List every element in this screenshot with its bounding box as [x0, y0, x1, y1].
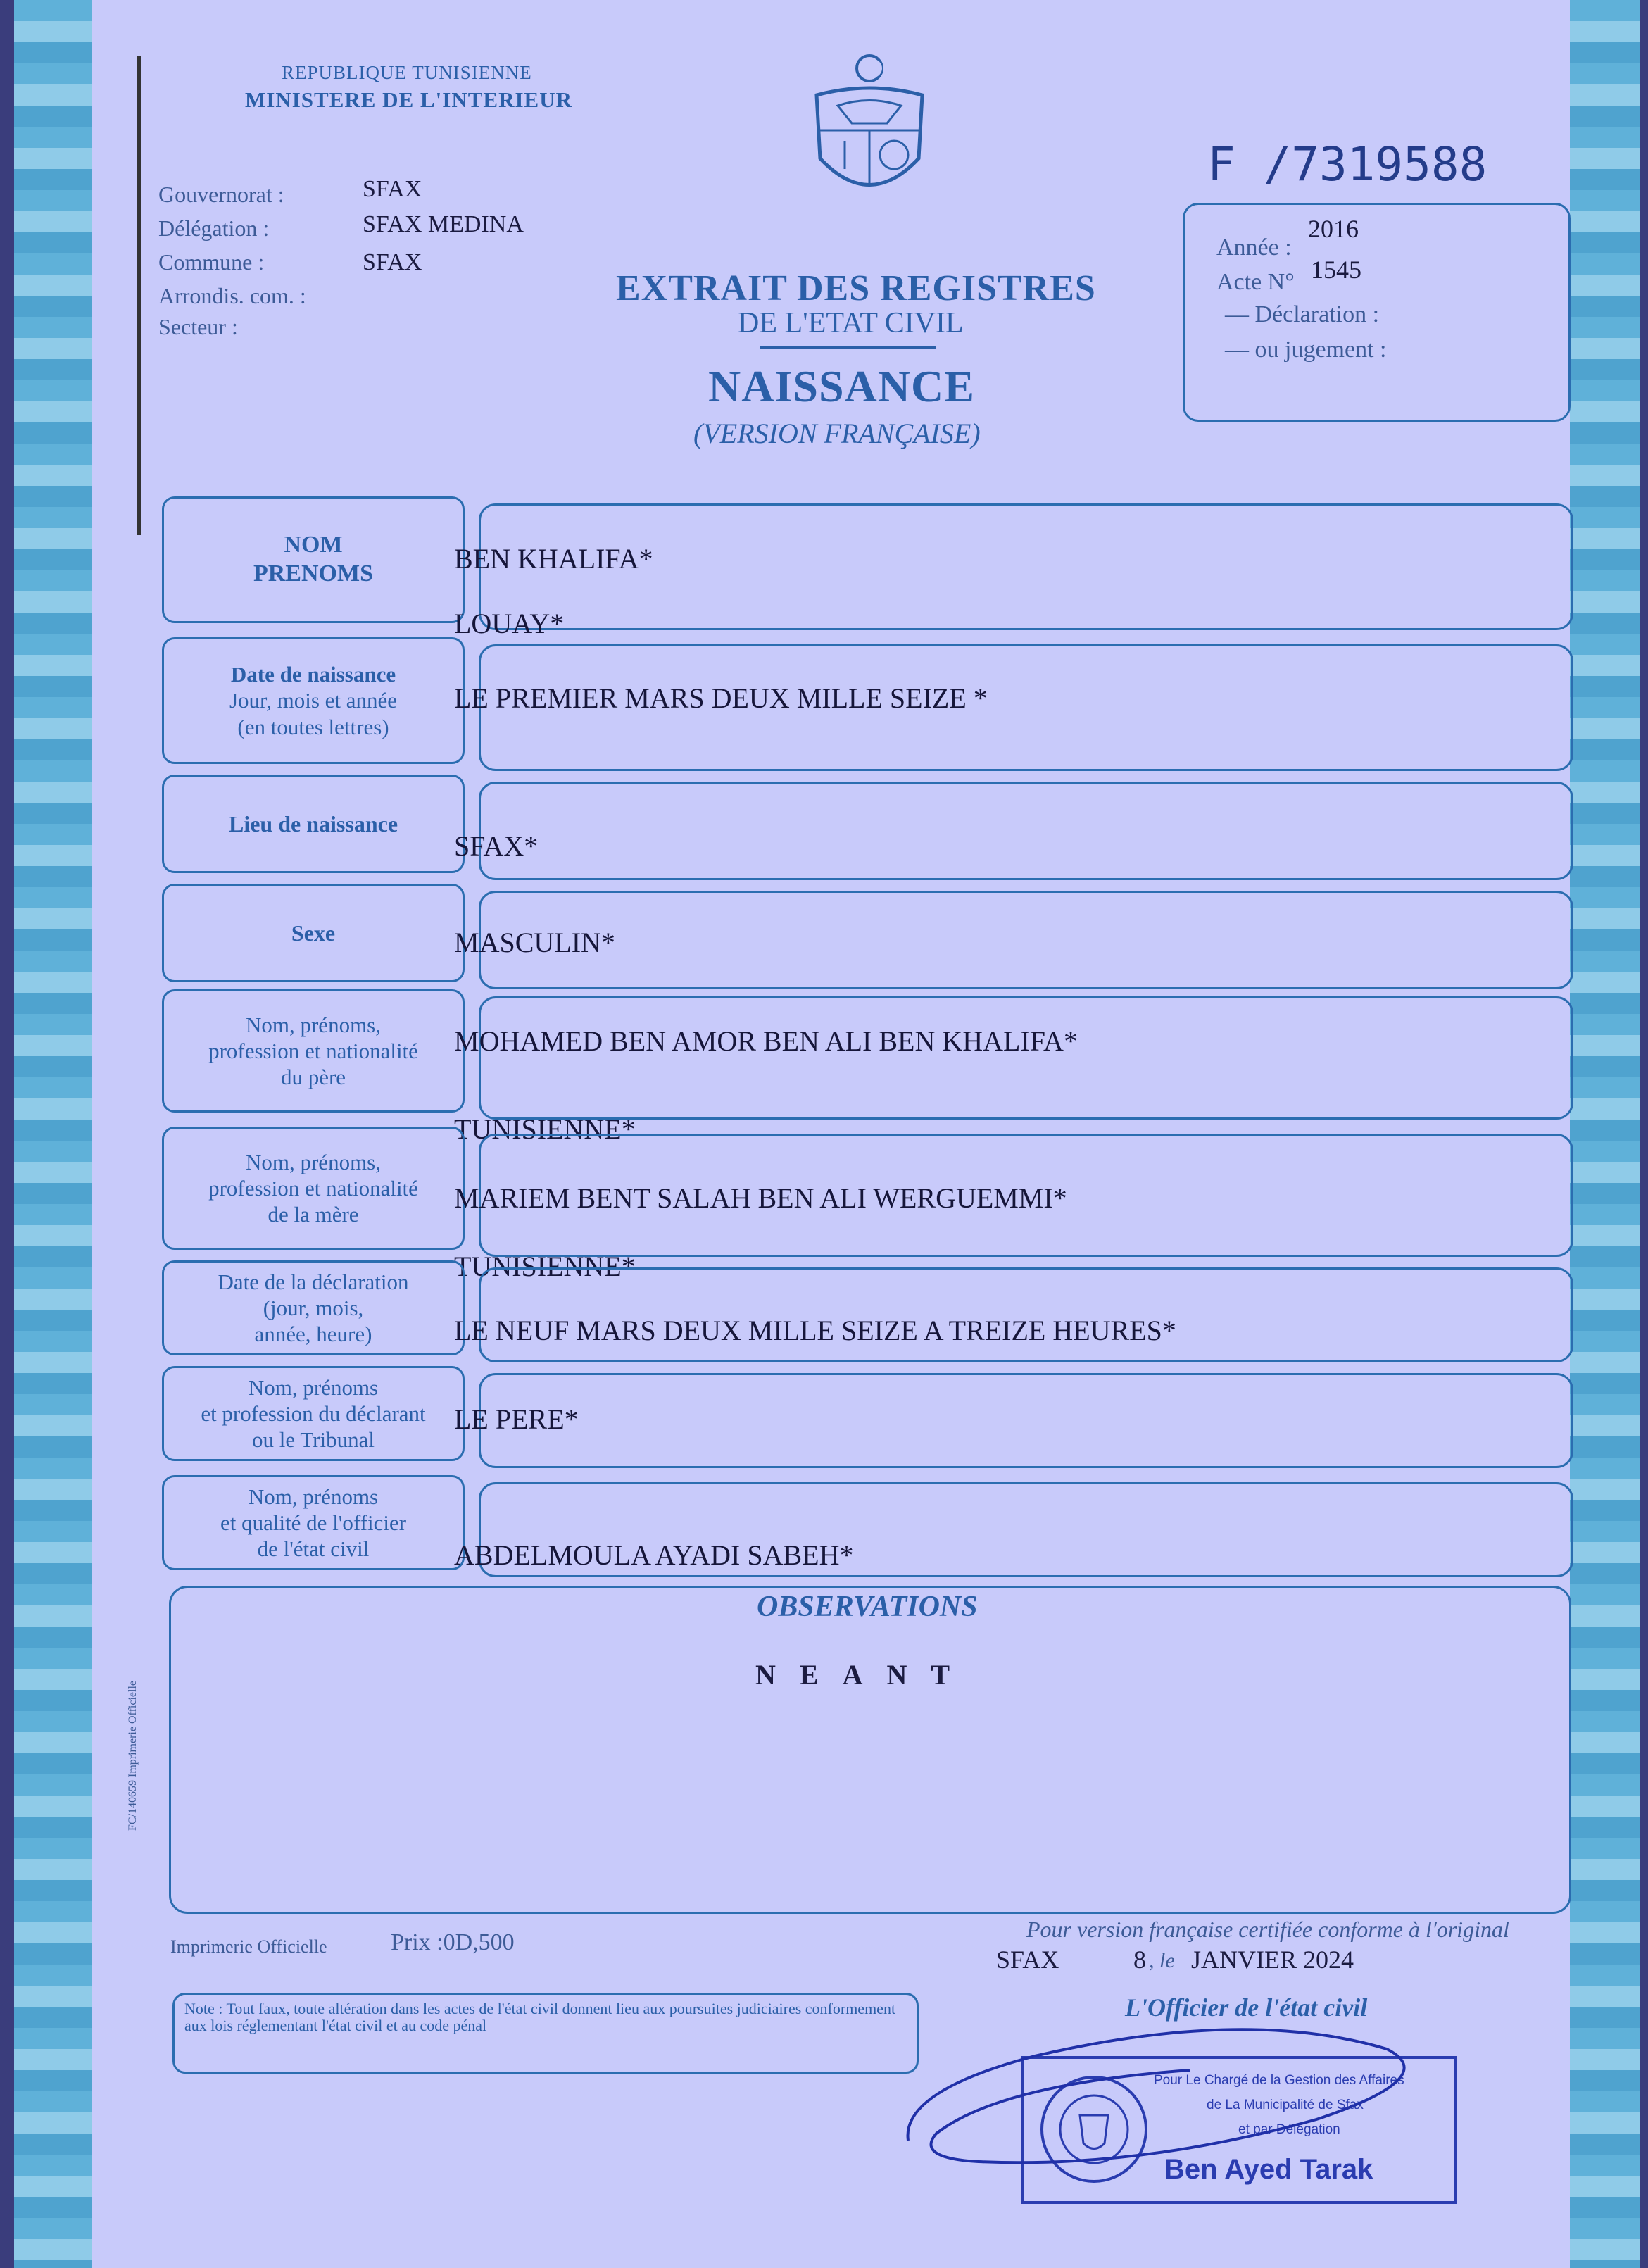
issue-city: SFAX [996, 1946, 1059, 1974]
sexe-value-box [479, 891, 1573, 989]
header-divider [137, 56, 141, 535]
declarant-label-line3: ou le Tribunal [252, 1427, 375, 1453]
document-title-etat-civil: DE L'ETAT CIVIL [738, 307, 964, 339]
legal-note [172, 1993, 919, 2074]
declaration-label-line3: année, heure) [254, 1322, 372, 1347]
stamp-line-1: Pour Le Chargé de la Gestion des Affaires [1154, 2073, 1404, 2088]
sexe-value: MASCULIN* [454, 927, 615, 958]
officier-label-box [162, 1475, 465, 1570]
officier-label-line3: de l'état civil [257, 1536, 370, 1562]
pere-label-box [162, 989, 465, 1113]
mere-value: MARIEM BENT SALAH BEN ALI WERGUEMMI* [454, 1182, 1067, 1214]
declarant-label-line2: et profession du déclarant [201, 1401, 426, 1426]
nom-label: NOM [284, 532, 343, 558]
nom-value: BEN KHALIFA* [454, 543, 653, 575]
gouvernorat-label: Gouvernorat : [158, 182, 284, 207]
observations-title: OBSERVATIONS [757, 1591, 978, 1623]
declaration-label-line1: Date de la déclaration [218, 1269, 409, 1294]
date-naissance-label: Date de naissance [230, 662, 396, 687]
officier-label-line1: Nom, prénoms [248, 1484, 379, 1509]
declaration-value: LE NEUF MARS DEUX MILLE SEIZE A TREIZE HEURES* [454, 1315, 1176, 1346]
document-title-version: (VERSION FRANÇAISE) [693, 418, 981, 449]
secteur-label: Secteur : [158, 314, 238, 339]
prenoms-label: PRENOMS [253, 560, 373, 587]
republic-label: REPUBLIQUE TUNISIENNE [282, 62, 532, 83]
pere-nationalite-value: TUNISIENNE* [454, 1113, 636, 1145]
declarant-label-box [162, 1366, 465, 1461]
issue-day: 8 [1133, 1946, 1146, 1974]
pere-value: MOHAMED BEN AMOR BEN ALI BEN KHALIFA* [454, 1025, 1078, 1057]
pere-label-line3: du père [280, 1065, 346, 1090]
field-row-officier [162, 1475, 1573, 1570]
declarant-label-line1: Nom, prénoms [248, 1374, 379, 1400]
imprimerie-label: Imprimerie Officielle [170, 1936, 327, 1957]
date-naissance-label-box [162, 637, 465, 764]
lieu-naissance-label-box [162, 775, 465, 873]
mere-nationalite-value: TUNISIENNE* [454, 1251, 636, 1282]
printer-reference: FC/140659 Imprimerie Officielle [127, 1681, 139, 1831]
stamp-officer-name: Ben Ayed Tarak [1164, 2154, 1373, 2185]
document-serial-number: F /7319588 [1207, 137, 1487, 192]
annee-value: 2016 [1308, 215, 1359, 243]
mere-label-line2: profession et nationalité [208, 1175, 418, 1201]
declarant-value-box [479, 1373, 1573, 1468]
sexe-label-box [162, 884, 465, 982]
legal-note-text: Note : Tout faux, toute altération dans les actes de l'état civil donnent lieu aux poursuites judiciaires conformement aux lois réglementant l'état civil et au code pénal [184, 2000, 896, 2035]
observations-value: NEANT [755, 1659, 974, 1691]
field-row-declarant [162, 1366, 1573, 1461]
pere-value-box [479, 996, 1573, 1120]
date-naissance-note: (en toutes lettres) [237, 714, 389, 739]
issue-le-label: , le [1149, 1949, 1175, 1972]
pere-label-line2: profession et nationalité [208, 1038, 418, 1063]
declaration-label: — Déclaration : [1225, 301, 1380, 327]
declarant-value: LE PERE* [454, 1403, 579, 1435]
prenoms-value: LOUAY* [454, 608, 565, 639]
sexe-label: Sexe [291, 920, 336, 946]
date-naissance-sublabel: Jour, mois et année [229, 688, 398, 713]
delegation-value: SFAX MEDINA [363, 211, 524, 237]
stamp-line-2: de La Municipalité de Sfax [1207, 2098, 1364, 2112]
handwritten-signature [894, 2000, 1457, 2176]
officier-value: ABDELMOULA AYADI SABEH* [454, 1539, 854, 1571]
pere-label-line1: Nom, prénoms, [245, 1012, 381, 1037]
stamp-line-3: et par Délégation [1238, 2122, 1340, 2137]
date-naissance-value: LE PREMIER MARS DEUX MILLE SEIZE * [454, 682, 988, 714]
tunisia-coat-of-arms-icon [803, 53, 936, 211]
ministry-label: MINISTERE DE L'INTERIEUR [245, 87, 572, 112]
field-row-nom [162, 496, 1573, 623]
lieu-naissance-value: SFAX* [454, 830, 539, 862]
commune-value: SFAX [363, 249, 422, 275]
arrondissement-label: Arrondis. com. : [158, 283, 306, 308]
acte-label: Acte N° [1216, 269, 1295, 295]
mere-label-line1: Nom, prénoms, [245, 1149, 381, 1174]
lieu-naissance-value-box [479, 782, 1573, 880]
document-title-registres: EXTRAIT DES REGISTRES [616, 268, 1096, 308]
declaration-label-line2: (jour, mois, [263, 1295, 364, 1320]
mere-label-line3: de la mère [268, 1202, 359, 1227]
jugement-label: — ou jugement : [1225, 337, 1387, 363]
field-row-sexe [162, 884, 1573, 982]
declaration-label-box [162, 1260, 465, 1355]
field-row-lieu-naissance [162, 775, 1573, 873]
certification-text: Pour version française certifiée conforme à l'original [1026, 1917, 1509, 1942]
nom-label-box [162, 496, 465, 623]
annee-label: Année : [1216, 234, 1292, 261]
delegation-label: Délégation : [158, 215, 270, 241]
lieu-naissance-label: Lieu de naissance [228, 811, 398, 837]
officier-label-line2: et qualité de l'officier [220, 1510, 407, 1535]
commune-label: Commune : [158, 249, 265, 275]
mere-label-box [162, 1127, 465, 1250]
issue-date: JANVIER 2024 [1191, 1946, 1354, 1974]
officier-signature-label: L'Officier de l'état civil [1125, 1993, 1368, 2022]
prix-label: Prix :0D,500 [391, 1929, 515, 1955]
acte-value: 1545 [1311, 256, 1361, 284]
document-title-naissance: NAISSANCE [708, 361, 975, 411]
observations-box [169, 1586, 1571, 1914]
title-rule [760, 346, 936, 349]
gouvernorat-value: SFAX [363, 176, 422, 202]
